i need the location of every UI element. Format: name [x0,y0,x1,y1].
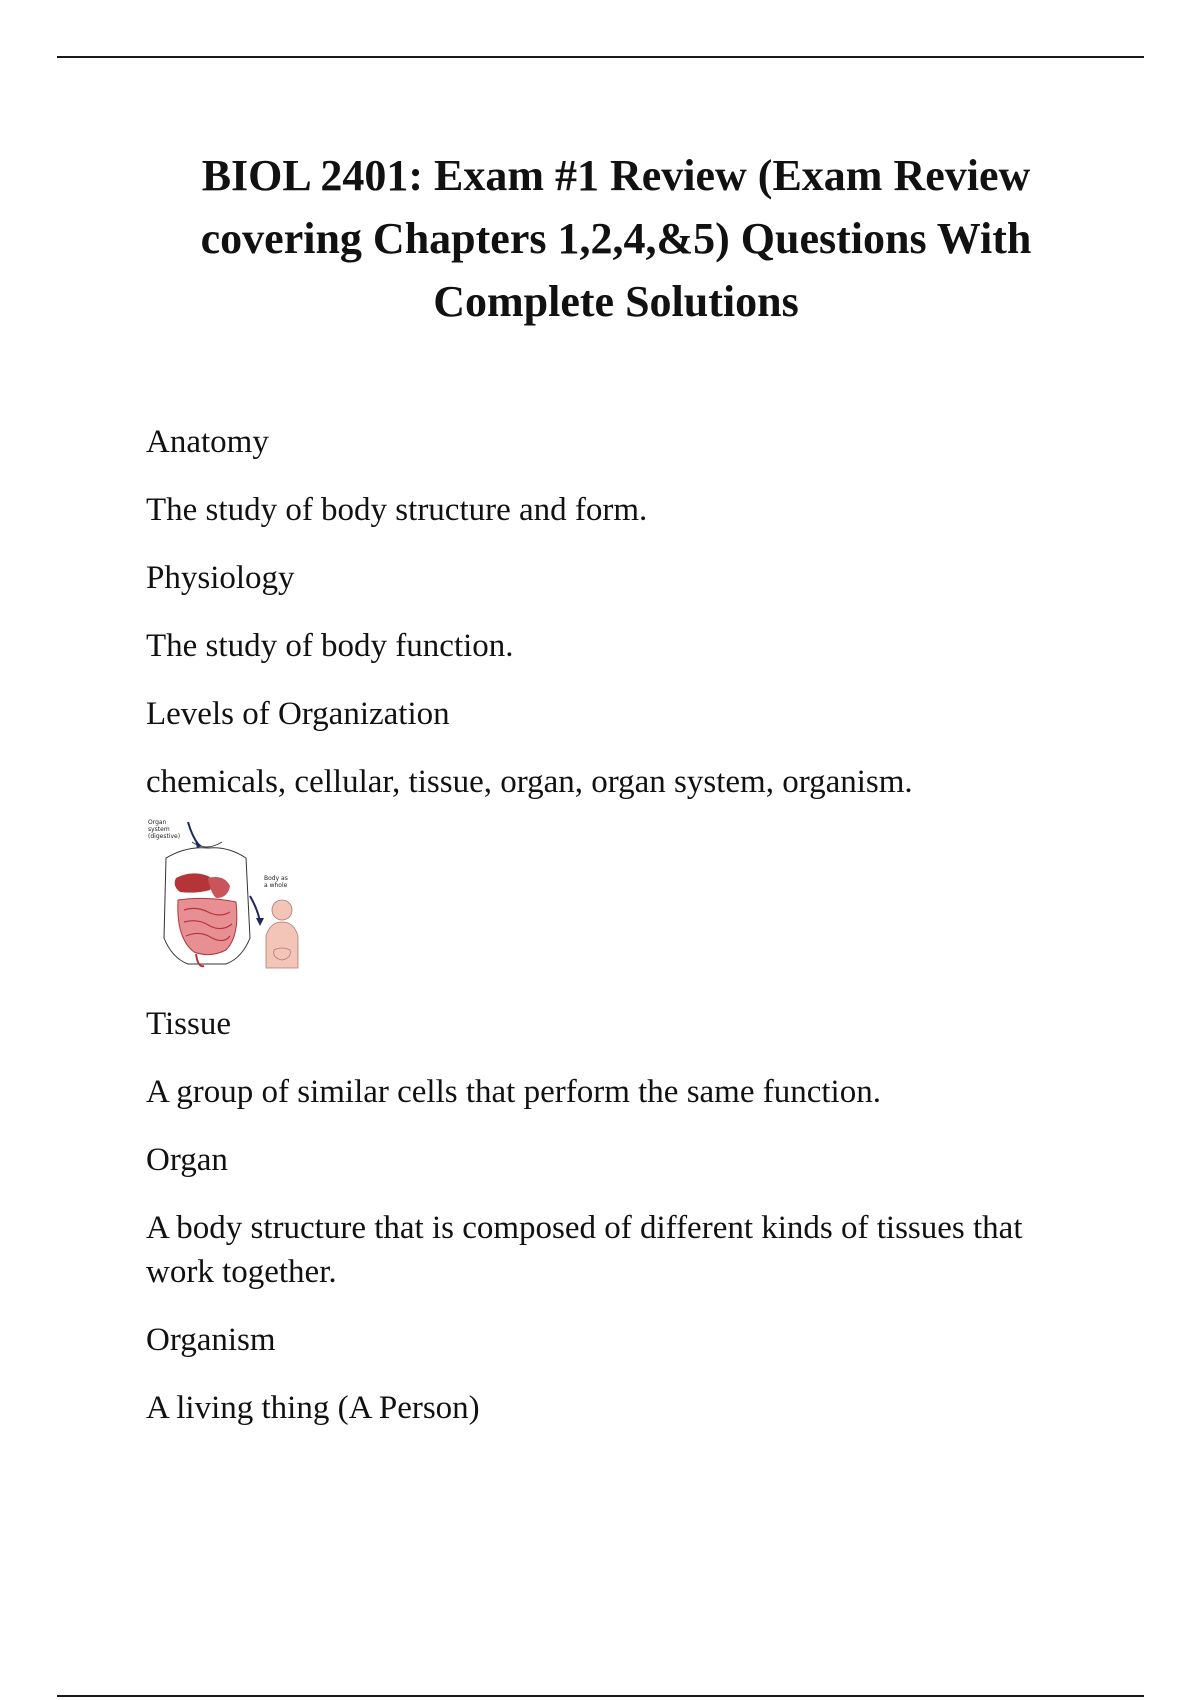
definition-organism: A living thing (A Person) [146,1390,480,1426]
organization-figure [146,818,326,978]
definition-tissue: A group of similar cells that perform the same function. [146,1074,881,1110]
top-rule [57,56,1144,58]
term-organism: Organism [146,1322,276,1358]
label-organ-system-1: Organ [148,819,167,826]
definition-levels-of-organization: chemicals, cellular, tissue, organ, organ system, organism. [146,764,913,800]
term-levels-of-organization: Levels of Organization [146,696,450,732]
term-anatomy: Anatomy [146,424,269,460]
label-body-2: a whole [264,882,288,889]
arrow-to-organ-system [188,822,198,844]
title-line-2: covering Chapters 1,2,4,&5) Questions With [200,214,1032,263]
document-body [146,420,1076,1430]
label-organ-system-3: (digestive) [148,833,181,840]
title-line-1: BIOL 2401: Exam #1 Review (Exam Review [201,151,1031,200]
term-organ: Organ [146,1142,228,1178]
label-organ-system-2: system [148,826,170,833]
body-head [272,900,292,920]
term-physiology: Physiology [146,560,295,596]
definition-organ: A body structure that is composed of different kinds of tissues that work together. [146,1210,1023,1290]
organ-system-illustration [146,818,326,978]
liver-shape [175,873,213,892]
bottom-rule [57,1695,1144,1697]
arrow-head-2 [256,918,264,926]
label-body-1: Body as [264,875,288,882]
title-line-3: Complete Solutions [433,277,799,326]
definition-anatomy: The study of body structure and form. [146,492,648,528]
document-title [120,144,1112,333]
body-torso [266,922,298,968]
term-tissue: Tissue [146,1006,231,1042]
definition-physiology: The study of body function. [146,628,514,664]
